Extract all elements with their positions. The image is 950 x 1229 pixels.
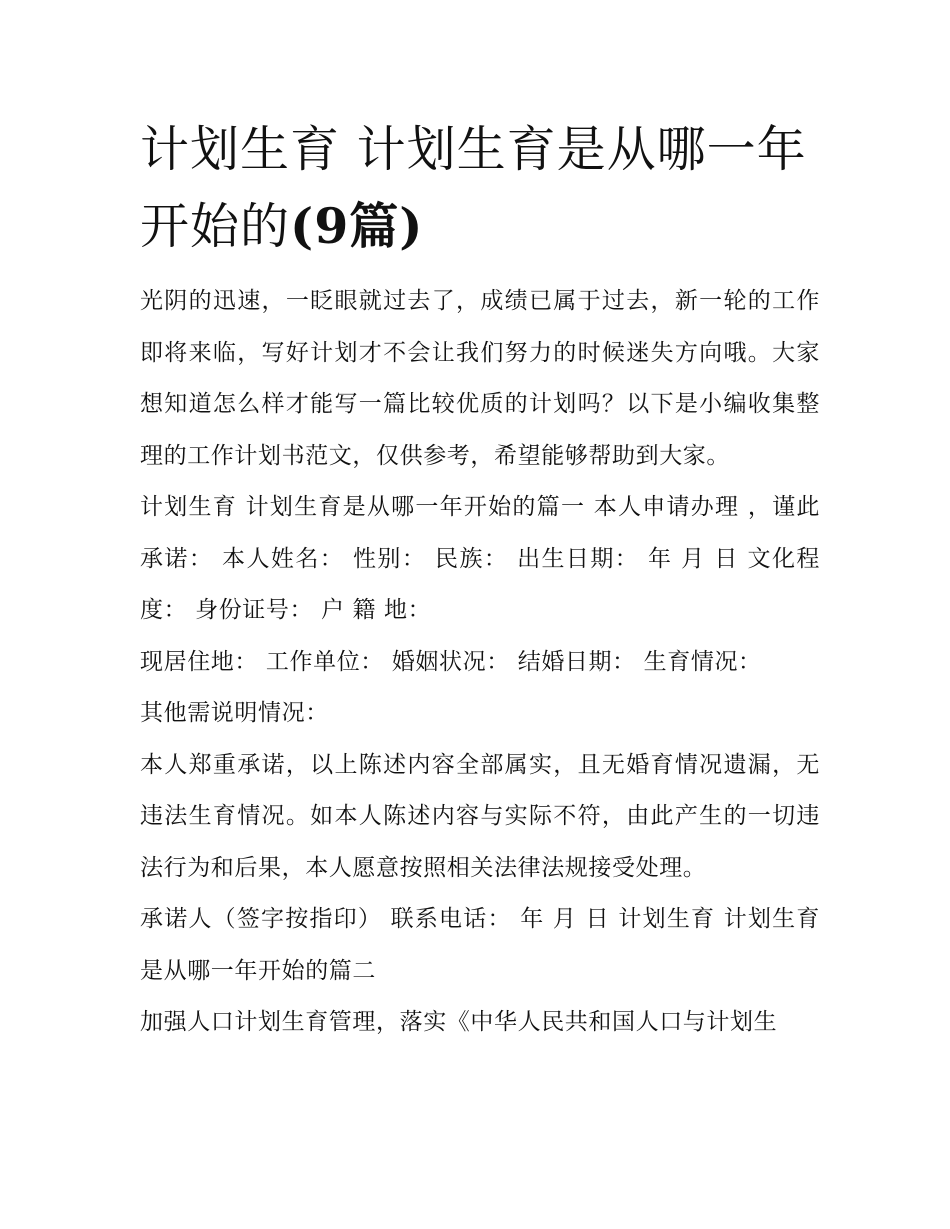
title-suffix: (9篇): [290, 197, 424, 255]
declaration-paragraph: 本人郑重承诺，以上陈述内容全部属实，且无婚育情况遗漏，无违法生育情况。如本人陈述内容与实际不符，由此产生的一切违法行为和后果，本人愿意按照相关法律法规接受处理。: [140, 751, 820, 881]
intro-paragraph: 光阴的迅速，一眨眼就过去了，成绩已属于过去，新一轮的工作即将来临，写好计划才不会让我们努力的时候迷失方向哦。大家想知道怎么样才能写一篇比较优质的计划吗？以下是小编收集整理的工作计划书范文，仅供参考，希望能够帮助到大家。: [140, 288, 820, 469]
management-paragraph: 加强人口计划生育管理，落实《中华人民共和国人口与计划生: [140, 1009, 778, 1035]
other-info-paragraph: 其他需说明情况：: [140, 700, 329, 726]
commitment-paragraph: 计划生育 计划生育是从哪一年开始的篇一 本人申请办理 ，谨此承诺： 本人姓名： 性别： 民族： 出生日期： 年 月 日 文化程度： 身份证号： 户 籍 地：: [140, 494, 820, 623]
residence-paragraph: 现居住地： 工作单位： 婚姻状况： 结婚日期： 生育情况：: [140, 648, 762, 675]
title-main: 计划生育 计划生育是从哪一年开始的: [140, 121, 807, 255]
signature-paragraph: 承诺人（签字按指印） 联系电话： 年 月 日 计划生育 计划生育是从哪一年开始的篇二: [140, 906, 820, 984]
document-body: [140, 276, 820, 1049]
document-title: [140, 112, 820, 265]
